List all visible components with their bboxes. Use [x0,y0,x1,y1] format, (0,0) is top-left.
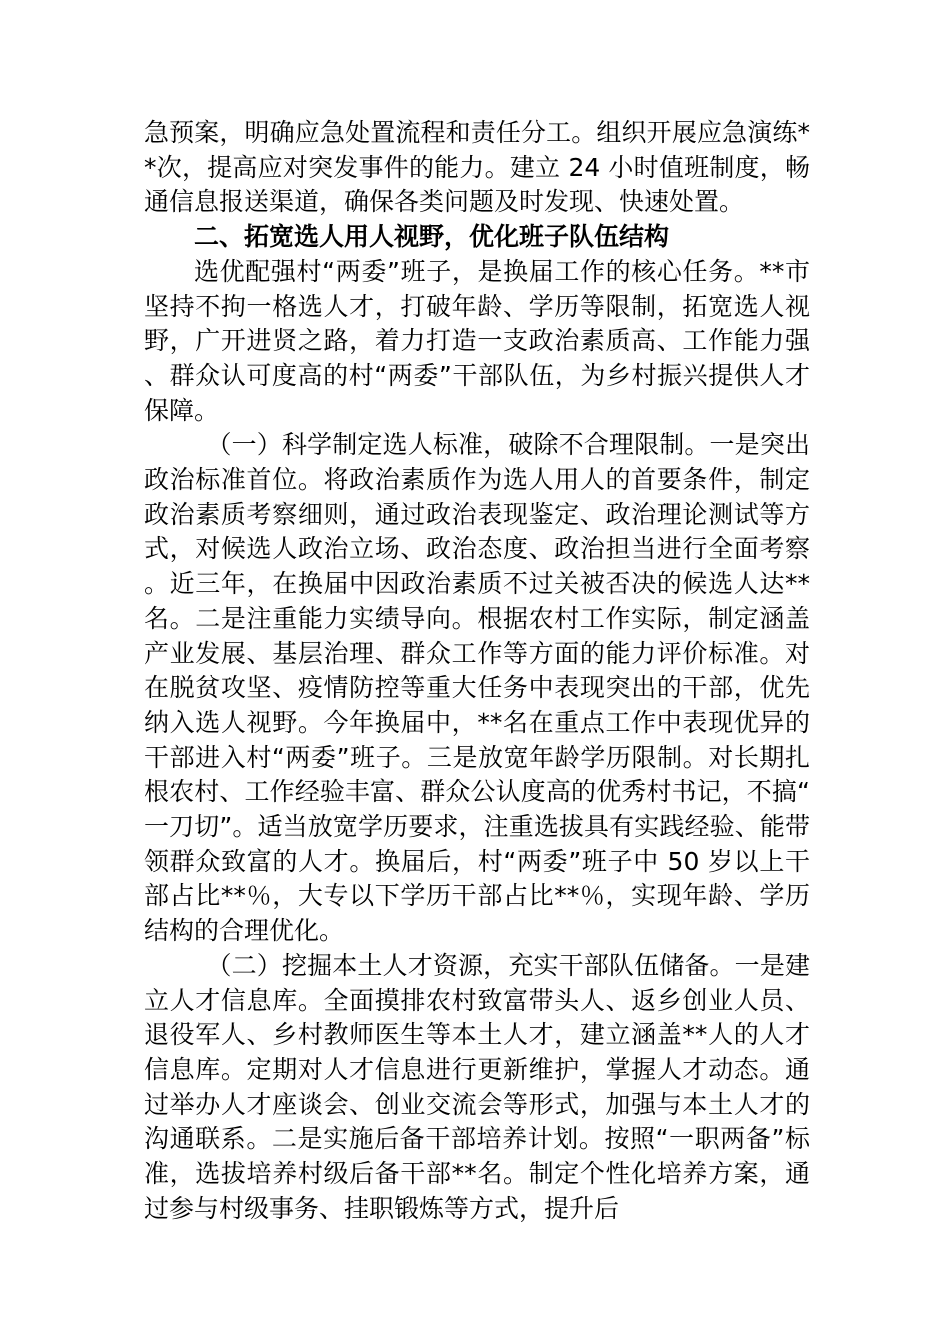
paragraph-subsection-2: （二）挖掘本土人才资源，充实干部队伍储备。一是建立人才信息库。全面摸排农村致富带头人、返乡创业人员、退役军人、乡村教师医生等本土人才，建立涵盖**人的人才信息库。定期对人才信息进行更新维护，掌握人才动态。通过举办人才座谈会、创业交流会等形式，加强与本土人才的沟通联系。二是实施后备干部培养计划。按照“一职两备”标准，选拔培养村级后备干部**名。制定个性化培养方案，通过参与村级事务、挂职锻炼等方式，提升后 [144,950,810,1223]
document-page [144,116,810,1227]
paragraph-intro: 选优配强村“两委”班子，是换届工作的核心任务。**市坚持不拘一格选人才，打破年龄、学历等限制，拓宽选人视野，广开进贤之路，着力打造一支政治素质高、工作能力强、群众认可度高的村“两委”干部队伍，为乡村振兴提供人才保障。 [144,256,810,425]
section-heading-2: 二、拓宽选人用人视野，优化班子队伍结构 [194,222,670,252]
paragraph-continuation: 急预案，明确应急处置流程和责任分工。组织开展应急演练**次，提高应对突发事件的能力。建立 24 小时值班制度，畅通信息报送渠道，确保各类问题及时发现、快速处置。 [144,118,810,217]
paragraph-subsection-1: （一）科学制定选人标准，破除不合理限制。一是突出政治标准首位。将政治素质作为选人用人的首要条件，制定政治素质考察细则，通过政治表现鉴定、政治理论测试等方式，对候选人政治立场、政治态度、政治担当进行全面考察。近三年，在换届中因政治素质不过关被否决的候选人达**名。二是注重能力实绩导向。根据农村工作实际，制定涵盖产业发展、基层治理、群众工作等方面的能力评价标准。对在脱贫攻坚、疫情防控等重大任务中表现突出的干部，优先纳入选人视野。今年换届中，**名在重点工作中表现优异的干部进入村“两委”班子。三是放宽年龄学历限制。对长期扎根农村、工作经验丰富、群众公认度高的优秀村书记，不搞“一刀切”。适当放宽学历要求，注重选拔具有实践经验、能带领群众致富的人才。换届后，村“两委”班子中 50 岁以上干部占比**％，大专以下学历干部占比**％，实现年龄、学历结构的合理优化。 [144,430,810,946]
